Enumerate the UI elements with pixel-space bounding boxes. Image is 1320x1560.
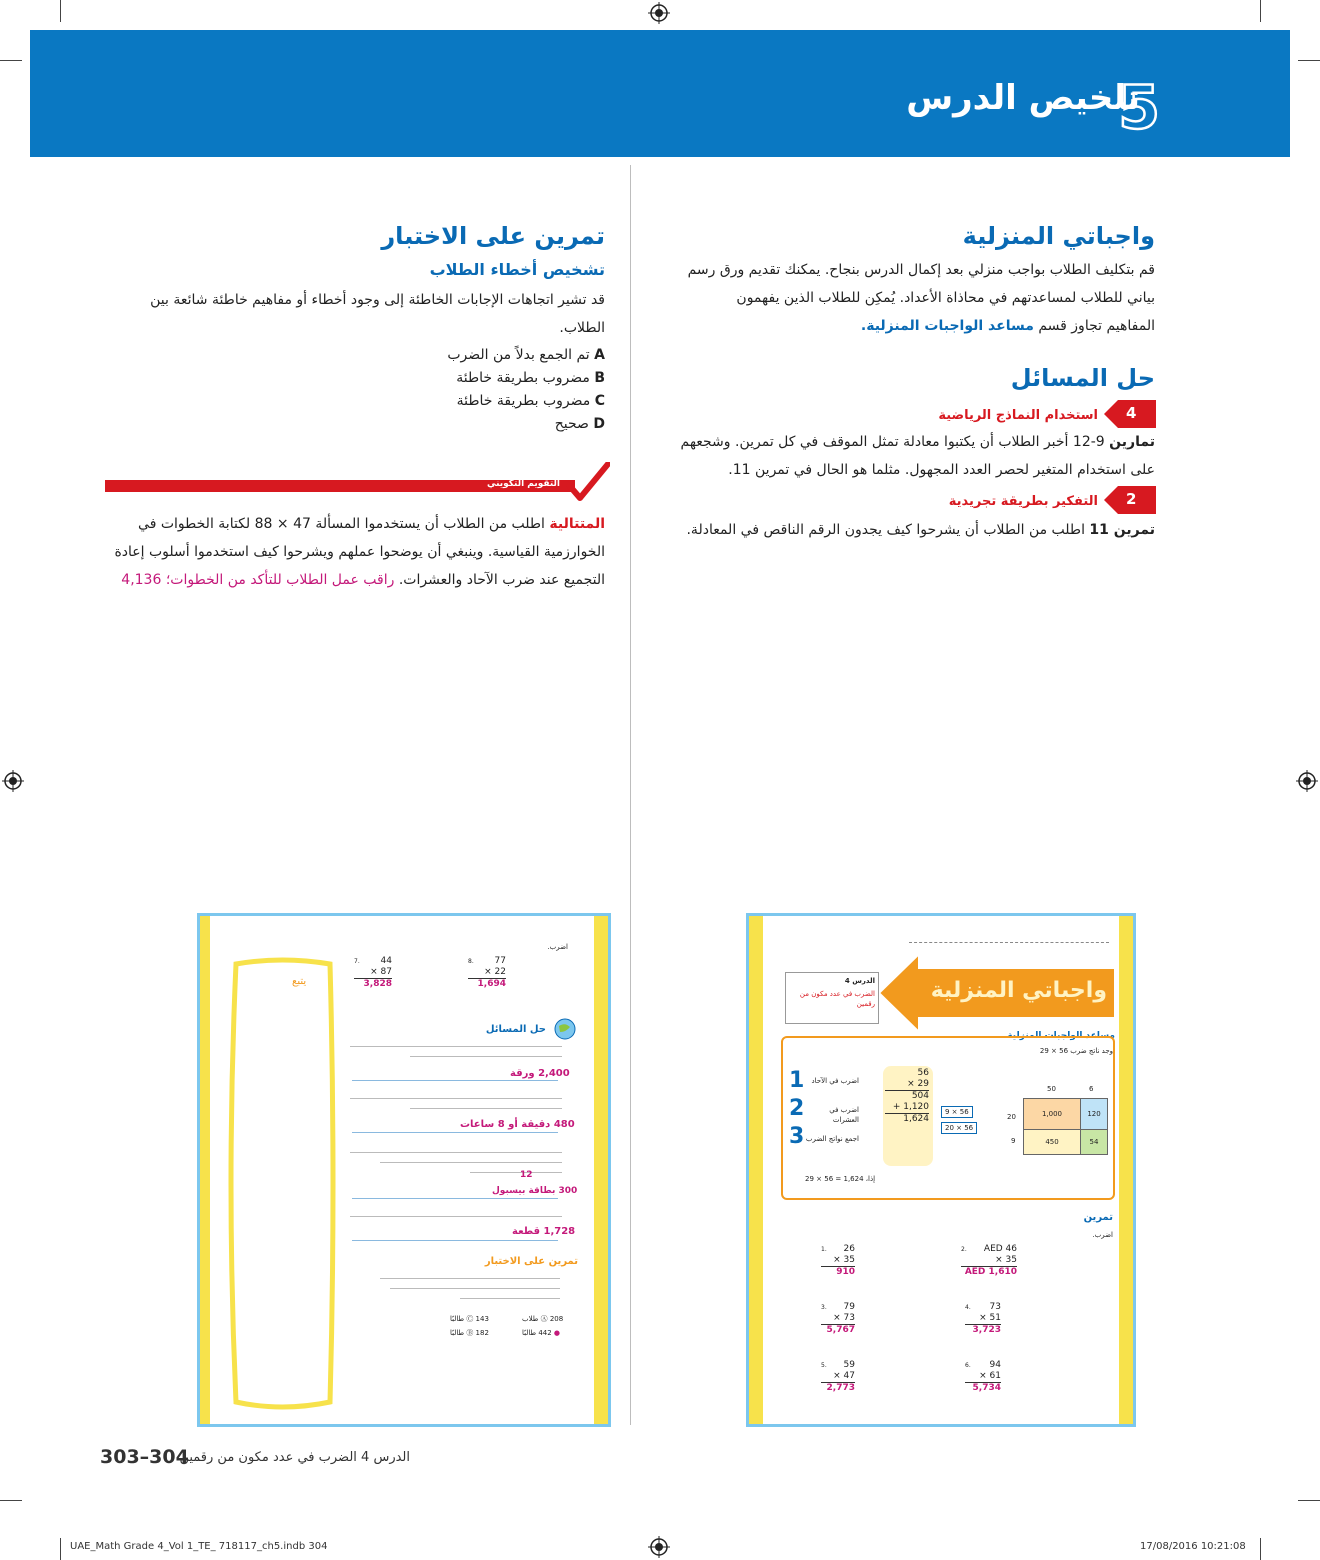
file-info: UAE_Math Grade 4_Vol 1_TE_ 718117_ch5.indb 304 [70,1541,328,1552]
answer-12: 1,728 قطعة [512,1226,576,1237]
exercise-note-2 [675,516,1155,544]
formative-lead: المتتالية [549,516,605,532]
registration-mark-icon [1296,770,1318,792]
exercise-text: 9-12 أخبر الطلاب أن يكتبوا معادلة تمثل الموقف في كل تمرين. وشجعهم على استخدام المتغير لحصر العدد المجهول. مثلما هو الحال في تمرين 11. [680,434,1155,478]
exercise-text: اطلب من الطلاب أن يشرحوا كيف يجدون الرقم الناقص في المعادلة. [686,522,1085,538]
exercise-label: تمرين 11 [1089,522,1155,538]
step-label: اضرب في الآحاد [811,1077,859,1085]
answer-option: D صحيح [554,416,605,432]
page-numbers: 303–304 [100,1446,189,1468]
exercise-note-1 [675,428,1155,484]
calc-column: 56 × 29 504 + 1,120 1,624 [885,1068,929,1125]
area-cell: 120 [1080,1098,1108,1130]
answer-choice[interactable]: Ⓐ 208 طلاب [522,1315,564,1323]
homework-title: واجباتي المنزلية [962,222,1155,250]
step-number: 3 [789,1124,805,1149]
diagnose-title: تشخيص أخطاء الطلاب [429,260,605,279]
globe-icon [554,1018,576,1040]
practice-problem: 5. 59 × 47 2,773 [821,1360,855,1393]
chapter-number: 5 [1118,73,1160,143]
helper-title: مساعد الواجبات المنزلية [1007,1031,1115,1041]
test-practice-title: تمرين على الاختبار [484,1256,578,1267]
calc-note: 20 × 56 [941,1122,977,1134]
lesson-label: الدرس 4 [844,977,875,985]
lesson-caption: الدرس 4 الضرب في عدد مكون من رقمين [179,1450,410,1465]
page-stripe [1119,916,1133,1424]
practice-problem: 1. 26 × 35 910 [821,1244,855,1277]
answer-option: A تم الجمع بدلاً من الضرب [447,347,605,363]
answer-option: B مضروب بطريقة خاطئة [456,370,605,386]
area-top-label: 50 [1047,1085,1056,1093]
homework-helper-link[interactable]: مساعد الواجبات المنزلية. [860,318,1034,334]
equation-blank: 12 [520,1170,533,1180]
answer-choice[interactable]: Ⓑ 182 طالبًا [450,1329,489,1337]
step-number: 1 [789,1068,805,1093]
crop-mark [1298,60,1320,61]
crop-mark [60,1538,61,1560]
page-stripe [200,916,210,1424]
calc-note: 9 × 56 [941,1106,973,1118]
practice-tag-label: التفكير بطريقة تجريدية [948,494,1098,509]
crop-mark [1260,1538,1261,1560]
homework-page-thumbnail [746,913,1136,1427]
practice-tag-label: استخدام النماذج الرياضية [938,408,1098,423]
problem-solving-title: حل المسائل [485,1024,546,1035]
practice-tag-number: 4 [1126,404,1137,422]
banner-title: واجباتي المنزلية [930,978,1107,1003]
practice-problem: 3. 79 × 73 5,767 [821,1302,855,1335]
top-label: اضرب. [547,943,568,951]
answer-choice-selected[interactable]: ● 442 طالبًا [522,1329,561,1337]
crop-mark [0,1500,22,1501]
formative-check: راقب عمل الطلاب للتأكد من الخطوات؛ 4,136 [121,572,395,588]
area-side-label: 9 [1011,1137,1016,1145]
side-stamp: يتبع [292,976,307,987]
step-label: اجمع نواتج الضرب [805,1135,859,1143]
formative-text [105,510,605,594]
test-practice-title: تمرين على الاختبار [381,222,605,250]
answer-choice[interactable]: Ⓒ 143 طالبًا [450,1315,489,1323]
print-date: 17/08/2016 10:21:08 [1140,1541,1246,1552]
crop-mark [60,0,61,22]
answer-option: C مضروب بطريقة خاطئة [456,393,605,409]
area-top-label: 6 [1089,1085,1094,1093]
formative-body: اطلب من الطلاب أن يستخدموا المسألة 47 × 88 لكتابة الخطوات في الخوارزمية القياسية. وينبغي أن يوضحوا عملهم ويشرحوا كيف استخدموا أسلوب إعادة التجميع عند ضرب الآحاد والعشرات. [114,516,605,588]
answer-line [352,1198,558,1199]
practice-problem: 2. AED 46 × 35 AED 1,610 [961,1244,1017,1277]
crop-mark [1298,1500,1320,1501]
page-title: تلخيص الدرس [906,78,1140,118]
column-divider [630,165,631,1425]
registration-mark-icon [648,1536,670,1558]
practice-problem: 7. 44 × 87 3,828 [354,956,392,989]
problem-solving-title: حل المسائل [1010,364,1155,392]
answer-line [352,1240,558,1241]
answer-line [352,1080,558,1081]
diagnose-text: قد تشير اتجاهات الإجابات الخاطئة إلى وجود أخطاء أو مفاهيم خاطئة شائعة بين الطلاب. [150,292,605,336]
registration-mark-icon [648,2,670,24]
answer-11: 300 بطاقة بيسبول [492,1186,578,1196]
practice-tag-number: 2 [1126,490,1137,508]
formative-label: التقويم التكويني [486,479,560,489]
practice-subtitle: اضرب. [1092,1231,1113,1239]
area-cell: 450 [1023,1129,1081,1155]
page-stripe [594,916,608,1424]
practice-problem: 6. 94 × 61 5,734 [965,1360,1001,1393]
area-cell: 54 [1080,1129,1108,1155]
exercise-label: تمارين [1109,434,1155,450]
lesson-box [785,972,879,1024]
practice-page-thumbnail [197,913,611,1427]
checkmark-icon [566,462,610,502]
result-line: إذا، 1,624 = 56 × 29 [805,1175,876,1183]
page-stripe [749,916,763,1424]
practice-problem: 4. 73 × 51 3,723 [965,1302,1001,1335]
helper-subtitle: أوجد ناتج ضرب 56 × 29 [1039,1047,1115,1055]
practice-problem: 8. 77 × 22 1,694 [468,956,506,989]
crop-mark [0,60,22,61]
area-cell: 1,000 [1023,1098,1081,1130]
highlight-outline-icon [222,954,342,1414]
step-number: 2 [789,1096,805,1121]
registration-mark-icon [2,770,24,792]
homework-text [685,256,1155,340]
answer-10: 480 دقيقة أو 8 ساعات [460,1119,575,1130]
lesson-subtitle: الضرب في عدد مكون من رقمين [799,990,875,1008]
answer-options [305,344,605,436]
step-label: اضرب في العشرات [829,1106,859,1124]
answer-line [352,1132,558,1133]
practice-title: تمرين [1083,1212,1113,1223]
answer-9: 2,400 ورقة [510,1068,570,1079]
homework-body: قم بتكليف الطلاب بواجب منزلي بعد إكمال الدرس بنجاح. يمكنك تقديم ورق رسم بياني للطلاب لمساعدتهم في محاذاة الأعداد. يُمكِن للطلاب الذين يفهمون المفاهيم تجاوز قسم [687,262,1155,334]
area-side-label: 20 [1007,1113,1016,1121]
crop-mark [1260,0,1261,22]
name-line [909,942,1109,943]
